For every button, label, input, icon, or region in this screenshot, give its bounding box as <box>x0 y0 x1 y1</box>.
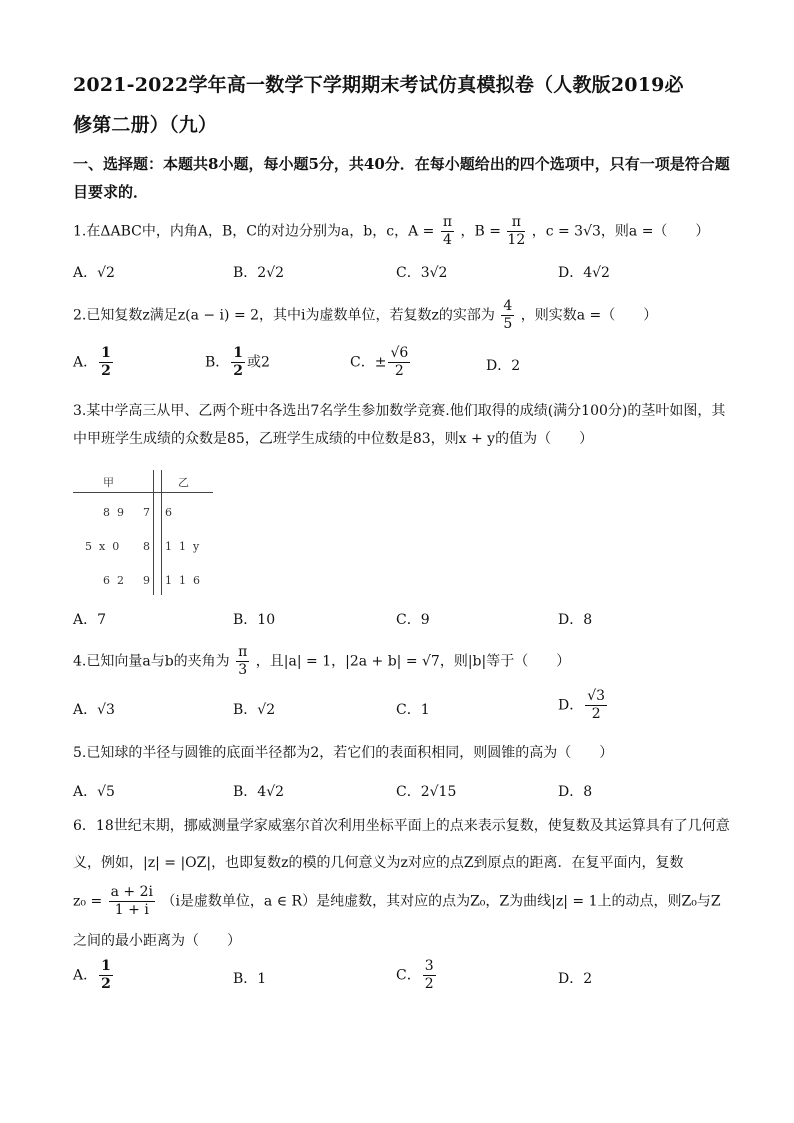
q2-frac: $\frac{4}{5}$ <box>503 298 513 332</box>
q1-text-pre: 1.在ΔABC中，内角A，B，C的对边分别为a，b，c，A = <box>73 223 435 240</box>
stemleaf-head-right: 乙 <box>178 476 189 489</box>
q6-option-d: D．2 <box>558 971 593 987</box>
q1-frac-a: $\frac{\pi}{4}$ <box>442 214 453 248</box>
question-3-line1: 3.某中学高三从甲、乙两个班中各选出7名学生参加数学竞赛.他们取得的成绩(满分100分)的茎叶如图，其 <box>73 403 726 419</box>
q3-option-a: A．7 <box>73 612 107 628</box>
q2-option-a: A． $\frac{1}{2}$ <box>73 345 111 379</box>
q5-option-d: D．8 <box>558 784 593 800</box>
stemleaf-row1-left: 8 9 <box>103 506 124 519</box>
q1-frac-b: $\frac{\pi}{12}$ <box>507 214 526 248</box>
q1-text-post: ，c = 3√3，则a =（ ） <box>531 223 710 240</box>
q6-option-c: C． $\frac{3}{2}$ <box>396 958 434 992</box>
q6-line3-post: （i是虚数单位，a ∈ R）是纯虚数，其对应的点为Z₀，Z为曲线|z| = 1上的动点，则Z₀与Z <box>161 893 721 910</box>
question-2 <box>73 298 733 333</box>
stemleaf-row2-left: 5 x 0 <box>85 540 120 553</box>
stem-leaf-plot <box>73 470 213 595</box>
stemleaf-row1-right: 6 <box>165 506 172 519</box>
q6-frac: $\frac{a + 2i}{1 + i}$ <box>110 884 153 918</box>
q1-option-b: B．2√2 <box>233 265 285 281</box>
q4-option-d: D． $\frac{√3}{2}$ <box>558 688 606 722</box>
q1-option-a: A．√2 <box>73 265 115 281</box>
question-6-line1: 6．18世纪末期，挪威测量学家威塞尔首次利用坐标平面上的点来表示复数，使复数及其运算具有了几何意 <box>73 818 730 834</box>
stemleaf-row1-stem: 7 <box>143 506 150 519</box>
q5-option-a: A．√5 <box>73 784 115 800</box>
q4-text-pre: 4.已知向量a与b的夹角为 <box>73 653 230 670</box>
stemleaf-row3-stem: 9 <box>143 574 150 587</box>
q4-option-b: B．√2 <box>233 702 276 718</box>
q5-option-b: B．4√2 <box>233 784 285 800</box>
section-heading: 一、选择题：本题共8小题，每小题5分，共40分．在每小题给出的四个选项中，只有一项是符合题目要求的． <box>73 155 730 201</box>
stemleaf-row2-stem: 8 <box>143 540 150 553</box>
exam-title-line2: 修第二册）（九） <box>73 114 218 136</box>
q6-option-b: B．1 <box>233 971 267 987</box>
question-3-line2: 中甲班学生成绩的众数是85，乙班学生成绩的中位数是83，则x + y的值为（ ） <box>73 431 594 447</box>
q3-option-d: D．8 <box>558 612 593 628</box>
question-6-line4: 之间的最小距离为（ ） <box>73 933 241 949</box>
q5-option-c: C．2√15 <box>396 784 457 800</box>
q1-option-d: D．4√2 <box>558 265 610 281</box>
q2-option-b: B． $\frac{1}{2}$ 或2 <box>205 345 270 379</box>
q6-option-a: A． $\frac{1}{2}$ <box>73 958 111 992</box>
question-5: 5.已知球的半径与圆锥的底面半径都为2，若它们的表面积相同，则圆锥的高为（ ） <box>73 745 614 761</box>
q6-z0: z₀ = <box>73 893 103 910</box>
q4-text-post: ，且|a| = 1，|2a + b| = √7，则|b|等于（ ） <box>255 653 571 670</box>
q2-option-d: D．2 <box>486 358 521 374</box>
stemleaf-row3-left: 6 2 <box>103 574 124 587</box>
q2-text-post: ，则实数a =（ ） <box>520 307 658 324</box>
q1-option-c: C．3√2 <box>396 265 448 281</box>
stemleaf-head-left: 甲 <box>103 476 114 489</box>
question-1 <box>73 214 733 249</box>
q4-frac: $\frac{\pi}{3}$ <box>238 644 248 678</box>
q3-option-b: B．10 <box>233 612 276 628</box>
q3-option-c: C．9 <box>396 612 430 628</box>
q2-text-pre: 2.已知复数z满足z(a − i) = 2，其中i为虚数单位，若复数z的实部为 <box>73 307 495 324</box>
question-4 <box>73 644 733 679</box>
q4-option-a: A．√3 <box>73 702 115 718</box>
q4-option-c: C．1 <box>396 702 430 718</box>
q2-option-c: C．± $\frac{√6}{2}$ <box>350 345 409 379</box>
stemleaf-row3-right: 1 1 6 <box>165 574 200 587</box>
stemleaf-row2-right: 1 1 y <box>165 540 200 553</box>
question-6-line2: 义，例如，|z| = |OZ|，也即复数z的模的几何意义为z对应的点Z到原点的距离．在复平面内，复数 <box>73 855 684 871</box>
question-6-line3 <box>73 884 733 919</box>
q1-text-mid: ，B = <box>460 223 501 240</box>
exam-title-line1: 2021-2022学年高一数学下学期期末考试仿真模拟卷（人教版2019必 <box>73 74 684 96</box>
